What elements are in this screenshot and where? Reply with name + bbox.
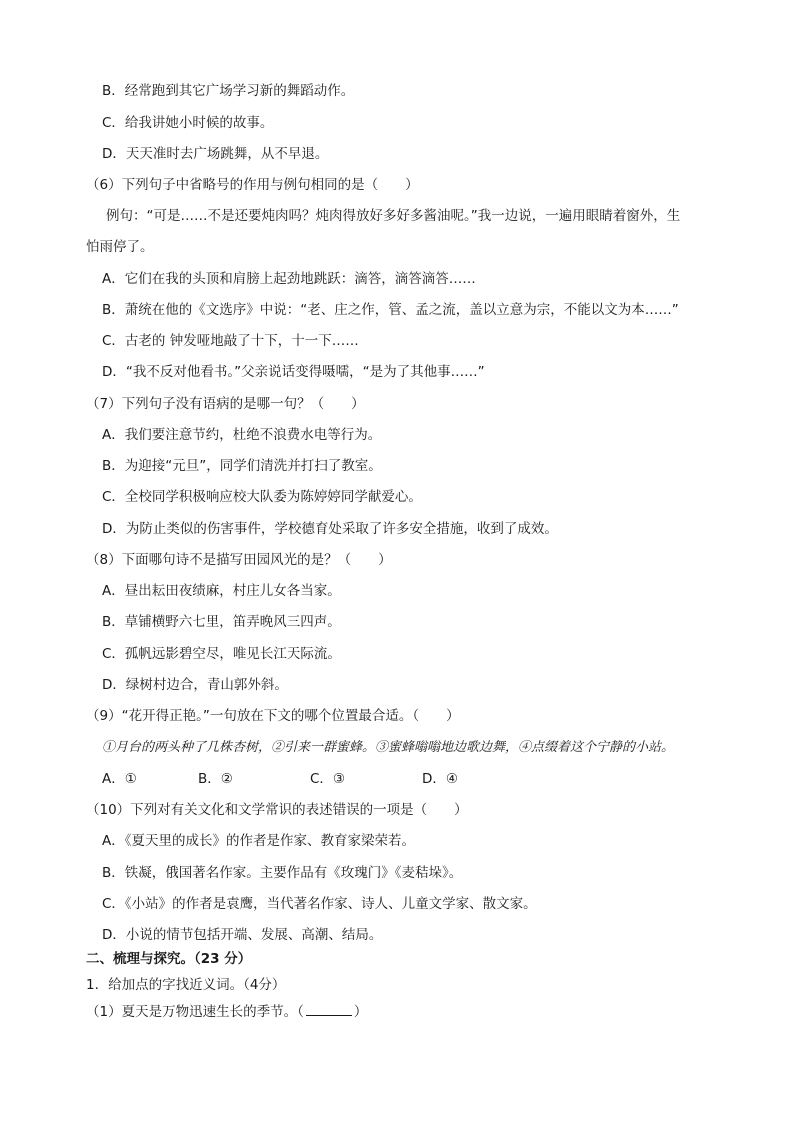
q6-option-b: B．萧统在他的《文选序》中说：“老、庄之作，管、孟之流，盖以立意为宗，不能以文为本……” <box>102 302 679 318</box>
q9-option-b: B．② <box>198 771 233 787</box>
q6-stem: （6）下列句子中省略号的作用与例句相同的是（ ） <box>86 177 419 193</box>
q9-stem: （9）“花开得正艳。”一句放在下文的哪个位置最合适。（ ） <box>86 708 460 724</box>
answer-blank[interactable] <box>306 1003 352 1016</box>
q9-option-a: A．① <box>102 771 137 787</box>
q10-stem: （10）下列对有关文化和文学常识的表述错误的一项是（ ） <box>86 802 468 818</box>
q8-option-c: C．孤帆远影碧空尽，唯见长江天际流。 <box>102 646 341 662</box>
q9-passage: ①月台的两头种了几株杏树，②引来一群蜜蜂。③蜜蜂嗡嗡地边歌边舞，④点缀着这个宁静的小站。 <box>102 740 675 755</box>
q10-option-a: A．《夏天里的成长》的作者是作家、教育家梁荣若。 <box>102 833 415 849</box>
q6-example-line1: 例句：“可是……不是还要炖肉吗？炖肉得放好多好多酱油呢。”我一边说，一遍用眼睛着窗外，生 <box>106 208 681 224</box>
q6-option-a: A．它们在我的头顶和肩膀上起劲地跳跃：滴答，滴答滴答…… <box>102 271 476 287</box>
q5-option-d: D．天天准时去广场跳舞，从不早退。 <box>102 146 329 162</box>
q7-stem: （7）下列句子没有语病的是哪一句？（ ） <box>86 396 365 412</box>
q5-option-b: B．经常跑到其它广场学习新的舞蹈动作。 <box>102 83 355 99</box>
item-1-text: （1）夏天是万物迅速生长的季节。（ <box>86 1004 304 1020</box>
q7-option-d: D．为防止类似的伤害事件，学校德育处采取了许多安全措施，收到了成效。 <box>102 521 558 537</box>
q8-stem: （8）下面哪句诗不是描写田园风光的是？（ ） <box>86 552 392 568</box>
q9-option-d: D．④ <box>422 771 458 787</box>
q6-option-c: C．古老的 钟发哑地敲了十下，十一下…… <box>102 333 359 349</box>
part-1-instruction: 1．给加点的字找近义词。（4分） <box>86 977 286 993</box>
item-1-close: ） <box>353 1004 368 1020</box>
q10-option-b: B．铁凝，俄国著名作家。主要作品有《玫瑰门》《麦秸垛》。 <box>102 865 463 881</box>
part-1-item-1 <box>86 1003 367 1021</box>
section-2-heading: 二、梳理与探究。（23 分） <box>86 951 252 967</box>
q10-option-d: D．小说的情节包括开端、发展、高潮、结局。 <box>102 927 383 943</box>
q5-option-c: C．给我讲她小时候的故事。 <box>102 115 274 131</box>
q6-example-line2: 怕雨停了。 <box>86 239 154 255</box>
q7-option-b: B．为迎接“元旦”，同学们清洗并打扫了教室。 <box>102 458 382 474</box>
q8-option-b: B．草铺横野六七里，笛弄晚风三四声。 <box>102 614 341 630</box>
q6-option-d: D．“我不反对他看书。”父亲说话变得嗫嚅，“是为了其他事……” <box>102 364 485 380</box>
q9-option-c: C．③ <box>310 771 346 787</box>
q7-option-c: C．全校同学积极响应校大队委为陈婷婷同学献爱心。 <box>102 489 422 505</box>
q8-option-a: A．昼出耘田夜绩麻，村庄儿女各当家。 <box>102 583 341 599</box>
q10-option-c: C．《小站》的作者是袁鹰，当代著名作家、诗人、儿童文学家、散文家。 <box>102 896 537 912</box>
q8-option-d: D．绿树村边合，青山郭外斜。 <box>102 677 288 693</box>
q7-option-a: A．我们要注意节约，杜绝不浪费水电等行为。 <box>102 427 382 443</box>
